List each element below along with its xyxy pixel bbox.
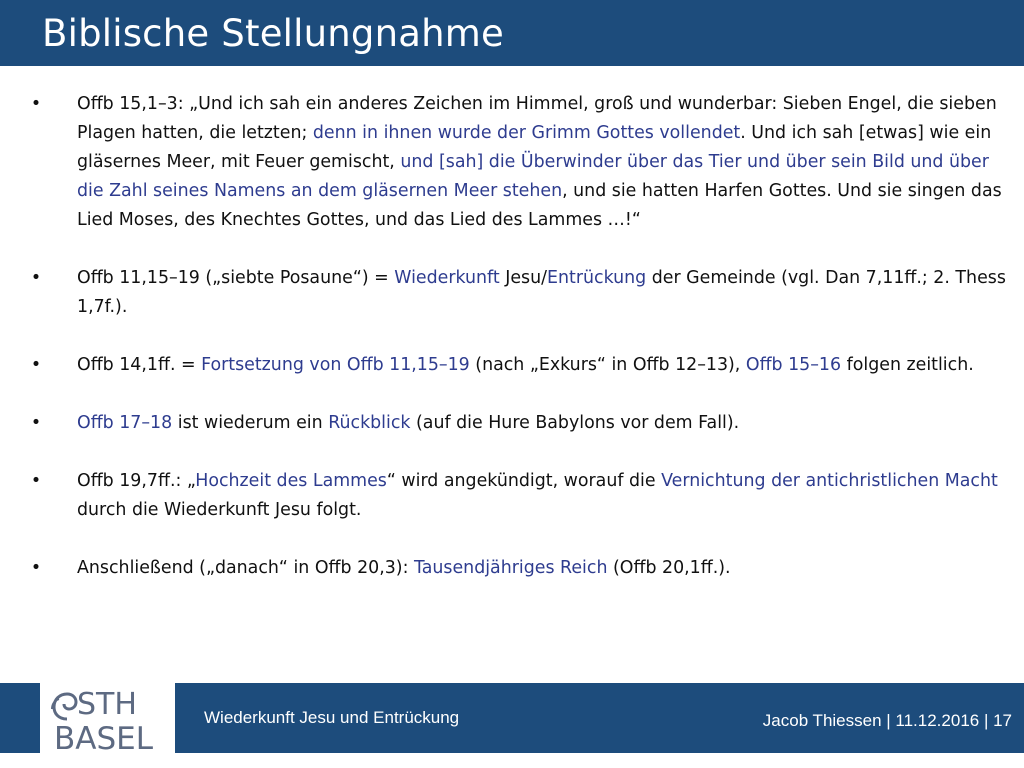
body-text: folgen zeitlich.: [841, 355, 974, 375]
highlighted-text: Wiederkunft: [394, 268, 500, 288]
bullet-item: [30, 351, 1015, 380]
highlighted-text: Rückblick: [328, 413, 411, 433]
body-text: Anschließend („danach“ in Offb 20,3):: [77, 558, 414, 578]
bullet-marker: •: [30, 413, 42, 433]
logo-text-top: STH: [77, 687, 137, 722]
footer-author-date-page: Jacob Thiessen | 11.12.2016 | 17: [762, 711, 1012, 730]
highlighted-text: Offb 15–16: [745, 355, 842, 375]
body-text: durch die Wiederkunft Jesu folgt.: [77, 500, 362, 520]
bullet-item: [30, 467, 1015, 525]
body-text: “ wird angekündigt, worauf die: [386, 471, 662, 491]
logo-text-bottom: BASEL: [54, 721, 154, 753]
bullet-list: [30, 90, 1015, 583]
slide-title: Biblische Stellungnahme: [42, 12, 504, 55]
body-text: ist wiederum ein: [172, 413, 329, 433]
highlighted-text: Offb 17–18: [77, 413, 173, 433]
highlighted-text: Tausendjähriges Reich: [413, 558, 608, 578]
body-text: Offb 19,7ff.: „: [77, 471, 196, 491]
highlighted-text: und [sah] die Überwinder über das Tier und über sein Bild und über die Zahl seines Namens an dem gläsernen Meer stehen: [77, 152, 989, 201]
title-bar: [0, 0, 1024, 66]
bullet-item: [30, 264, 1015, 322]
body-text: Jesu/: [499, 268, 548, 288]
bullet-marker: •: [30, 268, 42, 288]
highlighted-text: denn in ihnen wurde der Grimm Gottes vollendet: [312, 123, 741, 143]
bullet-item: [30, 409, 1015, 438]
bullet-marker: •: [30, 558, 42, 578]
body-text: der Gemeinde (vgl. Dan 7,11ff.; 2. Thess 1,7f.).: [77, 268, 1006, 317]
body-text: , und sie hatten Harfen Gottes. Und sie singen das Lied Moses, des Knechtes Gottes, und das Lied des Lammes …!“: [77, 181, 1002, 230]
slide-content: [30, 90, 1015, 612]
bullet-item: [30, 554, 1015, 583]
footer-topic: Wiederkunft Jesu und Entrückung: [204, 708, 460, 727]
body-text: Offb 15,1–3: „Und ich sah ein anderes Zeichen im Himmel, groß und wunderbar: Sieben Engel, die sieben Plagen hatten, die letzten;: [77, 94, 997, 143]
bullet-marker: •: [30, 94, 42, 114]
bullet-marker: •: [30, 471, 42, 491]
bullet-item: [30, 90, 1015, 235]
highlighted-text: Entrückung: [547, 268, 647, 288]
body-text: . Und ich sah [etwas] wie ein gläsernes Meer, mit Feuer gemischt,: [77, 123, 992, 172]
body-text: (Offb 20,1ff.).: [607, 558, 731, 578]
highlighted-text: Fortsetzung von Offb 11,15–19: [201, 355, 470, 375]
bullet-marker: •: [30, 355, 42, 375]
body-text: (nach „Exkurs“ in Offb 12–13),: [469, 355, 746, 375]
body-text: Offb 14,1ff. =: [77, 355, 202, 375]
sth-basel-logo: [40, 683, 175, 753]
highlighted-text: Vernichtung der antichristlichen Macht: [661, 471, 998, 491]
body-text: Offb 11,15–19 („siebte Posaune“) =: [77, 268, 395, 288]
highlighted-text: Hochzeit des Lammes: [195, 471, 387, 491]
body-text: (auf die Hure Babylons vor dem Fall).: [410, 413, 740, 433]
sth-basel-logo-icon: [40, 683, 175, 753]
